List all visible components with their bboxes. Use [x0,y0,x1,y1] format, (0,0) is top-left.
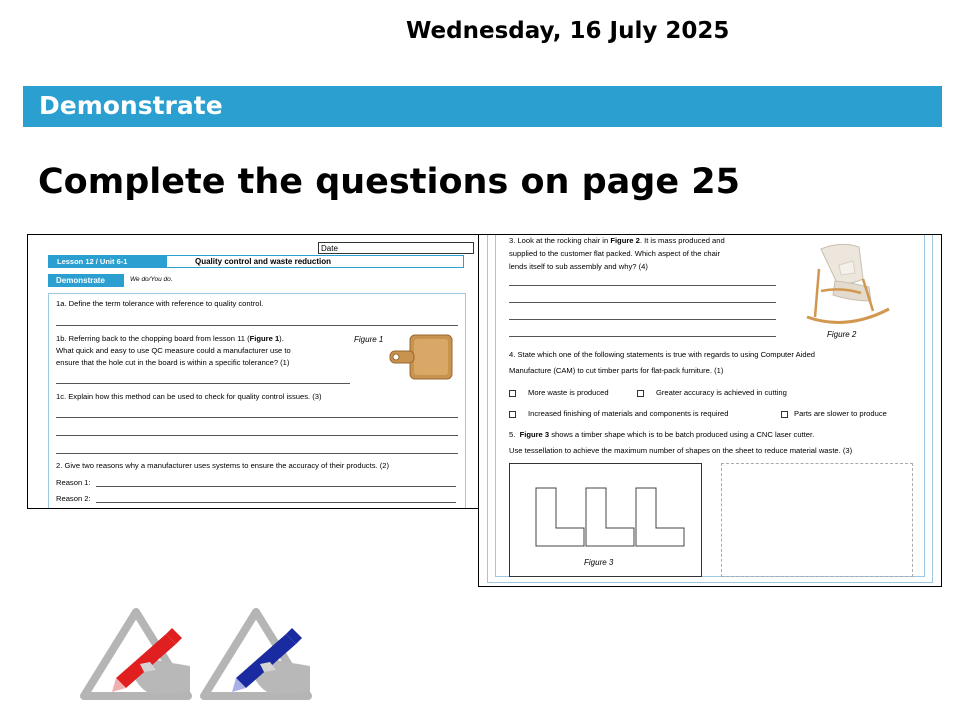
worksheet-page-1 [27,234,479,509]
lesson-header [48,255,464,268]
figure-3-label: Figure 3 [584,558,614,567]
question-4-line-2: Manufacture (CAM) to cut timber parts for flat-pack furniture. (1) [509,366,724,375]
figure-2-label: Figure 2 [827,330,857,339]
chopping-board-image [388,331,454,383]
answer-line [56,325,458,326]
answer-line [56,453,458,454]
checkbox-icon[interactable] [509,390,516,397]
question-1b-line-1: 1b. Referring back to the chopping board from lesson 11 (Figure 1). [56,334,284,343]
question-5-line-1: 5. Figure 3 shows a timber shape which is to be batch produced using a CNC laser cutter. [509,430,815,439]
slide-heading: Complete the questions on page 25 [38,162,740,202]
answer-line [96,502,456,503]
question-2: 2. Give two reasons why a manufacturer uses systems to ensure the accuracy of their products. (2) [56,461,390,470]
checkbox-icon[interactable] [509,411,516,418]
option-more-waste[interactable]: More waste is produced [509,388,609,397]
answer-line [509,285,776,286]
figure-1-label: Figure 1 [354,335,384,344]
answer-line [509,319,776,320]
demonstrate-subtitle: We do/You do. [130,276,173,283]
red-pencil-hand-icon [80,608,192,700]
lesson-title: Quality control and waste reduction [195,257,332,266]
demonstrate-tag: Demonstrate [48,274,124,287]
date-field: Date [318,242,474,254]
checkbox-icon[interactable] [781,411,788,418]
worksheet-page-2 [478,234,942,587]
question-3-line-1: 3. Look at the rocking chair in Figure 2. It is mass produced and [509,236,725,245]
banner-label: Demonstrate [39,91,223,120]
option-greater-accuracy[interactable]: Greater accuracy is achieved in cutting [637,388,787,397]
blue-pencil-hand-icon [200,608,312,700]
slide-date: Wednesday, 16 July 2025 [406,18,730,44]
answer-line [509,336,776,337]
question-3-line-2: supplied to the customer flat packed. Which aspect of the chair [509,249,721,258]
checkbox-icon[interactable] [637,390,644,397]
option-parts-slower[interactable]: Parts are slower to produce [781,409,887,418]
reason-2-label: Reason 2: [56,494,91,503]
question-3-line-3: lends itself to sub assembly and why? (4) [509,262,648,271]
question-1b-line-3: ensure that the hole cut in the board is within a specific tolerance? (1) [56,358,290,367]
tessellation-answer-area[interactable] [721,463,913,577]
question-4-line-1: 4. State which one of the following statements is true with regards to using Computer Aided [509,350,816,359]
figure-3-box [509,463,702,577]
answer-line [56,417,458,418]
answer-line [509,302,776,303]
section-banner [23,86,942,127]
question-1b-line-2: What quick and easy to use QC measure could a manufacturer use to [56,346,291,355]
option-increased-finishing[interactable]: Increased finishing of materials and components is required [509,409,729,418]
answer-line [96,486,456,487]
question-5-line-2: Use tessellation to achieve the maximum number of shapes on the sheet to reduce material waste. (3) [509,446,853,455]
rocking-chair-image [801,239,893,329]
answer-line [56,435,458,436]
question-1c: 1c. Explain how this method can be used to check for quality control issues. (3) [56,392,322,401]
reason-1-label: Reason 1: [56,478,91,487]
question-1a: 1a. Define the term tolerance with reference to quality control. [56,299,264,308]
lesson-tag: Lesson 12 / Unit 6-1 [49,256,167,267]
answer-line [56,383,350,384]
